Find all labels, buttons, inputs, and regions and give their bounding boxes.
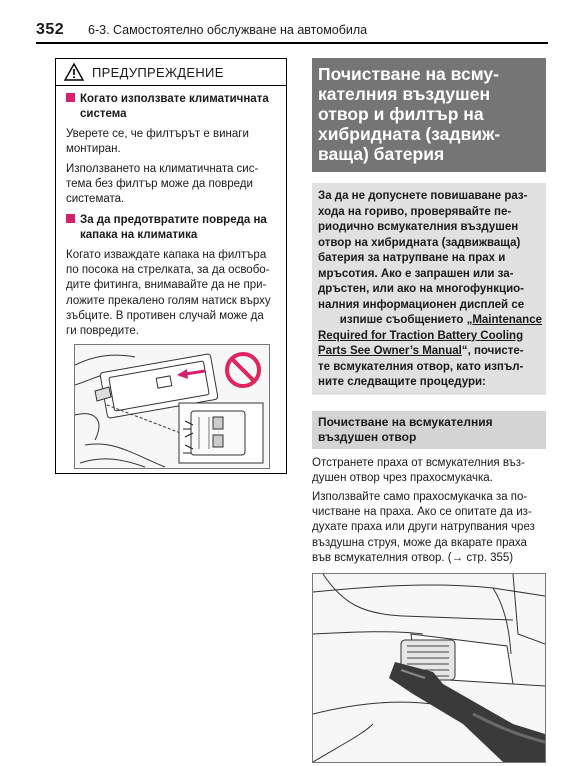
section-heading-band [312, 58, 546, 172]
maintenance-message: Parts See Owner’s Manual [318, 345, 462, 357]
subsection-heading [312, 411, 546, 449]
bullet-square-icon [66, 214, 75, 223]
subsection-title: Почистване на всмукателния въздушен отвор [318, 415, 493, 444]
warning-triangle-icon [64, 63, 84, 81]
warning-paragraph: Когато изваждате капака на филтъра по посока на стрелката, за да освобо- дите фитинга, внимавайте да не при- ложите прекалено голям натиск върху зъбците. В противен случай може да ги повредите. [66, 249, 271, 338]
vacuum-cleaning-illustration [312, 573, 546, 763]
prohibition-icon [227, 354, 259, 386]
maintenance-message: Required for Traction Battery Cooling [318, 329, 524, 342]
bullet-square-icon [66, 93, 75, 102]
page-header [0, 0, 574, 52]
warning-item-heading: Когато използвате климатичната система [66, 92, 269, 122]
warning-paragraph: Уверете се, че филтърът е винаги монтиран. [66, 128, 249, 156]
filter-cover-drawing [75, 345, 269, 468]
warning-paragraph: Използването на климатичната сис- тема без филтър може да повреди системата. [66, 163, 259, 206]
intro-text: За да не допуснете повишаване раз- хода на гориво, проверявайте пе- риодично всмукателния въздушен отвор на хибридната (задвижваща) батерия за натрупване на прах и мръсотия. Ако е запрашен или за- дръстен, или ако на многофункцио- налния информационен дисплей се изпише съобщението „Maintenance Required for Traction Battery Cooling Parts See Owner’s Manual“, почисте- те всмукателния отвор, като изпъл- ните следващите процедури: [318, 190, 542, 388]
warning-header [56, 59, 286, 86]
vacuum-intake-drawing [313, 574, 545, 762]
subsection-paragraph: Използвайте само прахосмукачка за по- чистване на праха. Ако се опитате да из- духате праха или други натрупвания чрез въздушна струя, може да вкарате праха във всмукателния отвор. (→ стр. 355) [312, 491, 535, 564]
page-number: 352 [36, 21, 65, 38]
subsection-paragraph: Отстранете праха от всмукателния въз- душен отвор чрез прахосмукачка. [312, 457, 525, 485]
intro-box [312, 183, 546, 395]
header-divider [36, 42, 548, 44]
warning-title: ПРЕДУПРЕЖДЕНИЕ [92, 65, 224, 80]
filter-cover-illustration [74, 344, 270, 469]
main-title: Почистване на всму- кателния въздушен отвор и филтър на хибридната (задвиж- ваща) батерия [318, 64, 501, 164]
section-title: 6-3. Самостоятелно обслужване на автомобила [88, 23, 368, 37]
warning-item-heading: За да предотвратите повреда на капака на климатика [66, 213, 267, 243]
maintenance-message: Maintenance [472, 314, 542, 326]
